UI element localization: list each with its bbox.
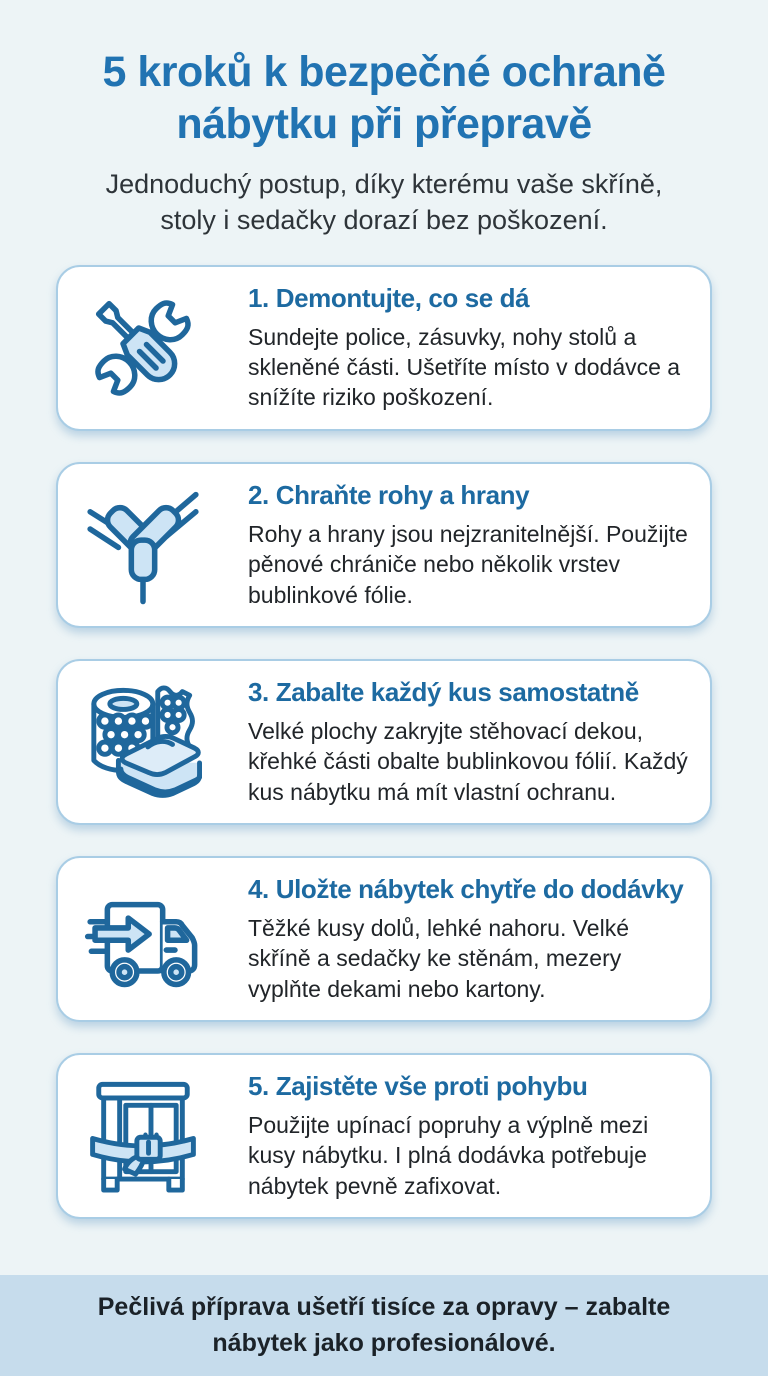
steps-list bbox=[0, 239, 768, 1219]
subtitle-line-2: stoly i sedačky dorazí bez poškození. bbox=[160, 204, 608, 235]
step-text bbox=[248, 874, 692, 1004]
footer-line-2: nábytek jako profesionálové. bbox=[212, 1328, 556, 1357]
header bbox=[0, 0, 768, 239]
subtitle bbox=[0, 167, 768, 239]
step-text bbox=[248, 1071, 692, 1201]
title-line-2: nábytku při přepravě bbox=[176, 100, 592, 149]
footer-banner bbox=[0, 1275, 768, 1376]
step-title: 2. Chraňte rohy a hrany bbox=[248, 479, 530, 510]
step-title: 5. Zajistěte vše proti pohybu bbox=[248, 1071, 588, 1102]
footer-line-1: Pečlivá příprava ušetří tisíce za opravy – zabalte bbox=[97, 1293, 671, 1321]
step-body: Velké plochy zakryjte stěhovací dekou, křehké části obalte bublinkovou fólií. Každý kus nábytku má mít vlastní ochranu. bbox=[248, 717, 688, 805]
step-card-4 bbox=[56, 856, 712, 1022]
footer-text bbox=[40, 1290, 728, 1361]
wrench-screwdriver-icon bbox=[84, 288, 202, 408]
step-card-2 bbox=[56, 462, 712, 628]
step-card-5 bbox=[56, 1053, 712, 1219]
step-card-3 bbox=[56, 659, 712, 825]
step-text bbox=[248, 480, 692, 610]
step-title: 3. Zabalte každý kus samostatně bbox=[248, 676, 639, 707]
step-text bbox=[248, 283, 692, 413]
subtitle-line-1: Jednoduchý postup, díky kterému vaše skříně, bbox=[105, 168, 663, 199]
step-body: Rohy a hrany jsou nejzranitelnější. Použijte pěnové chrániče nebo několik vrstev bublinkové fólie. bbox=[248, 520, 688, 608]
bubble-wrap-blanket-icon bbox=[84, 682, 202, 802]
step-title: 4. Uložte nábytek chytře do dodávky bbox=[248, 873, 684, 904]
step-body: Použijte upínací popruhy a výplně mezi kusy nábytku. I plná dodávka potřebuje nábytek pevně zafixovat. bbox=[248, 1112, 649, 1199]
step-text bbox=[248, 677, 692, 807]
page-title bbox=[0, 46, 768, 151]
delivery-truck-icon bbox=[84, 879, 202, 999]
title-line-1: 5 kroků k bezpečné ochraně bbox=[102, 48, 666, 96]
step-title: 1. Demontujte, co se dá bbox=[248, 282, 530, 313]
corner-protector-icon bbox=[84, 485, 202, 605]
step-body: Sundejte police, zásuvky, nohy stolů a skleněné části. Ušetříte místo v dodávce a snížíte riziko poškození. bbox=[248, 323, 681, 411]
step-body: Těžké kusy dolů, lehké nahoru. Velké skříně a sedačky ke stěnám, mezery vyplňte dekami nebo kartony. bbox=[248, 914, 630, 1002]
step-card-1 bbox=[56, 265, 712, 431]
strapped-wardrobe-icon bbox=[84, 1076, 202, 1196]
